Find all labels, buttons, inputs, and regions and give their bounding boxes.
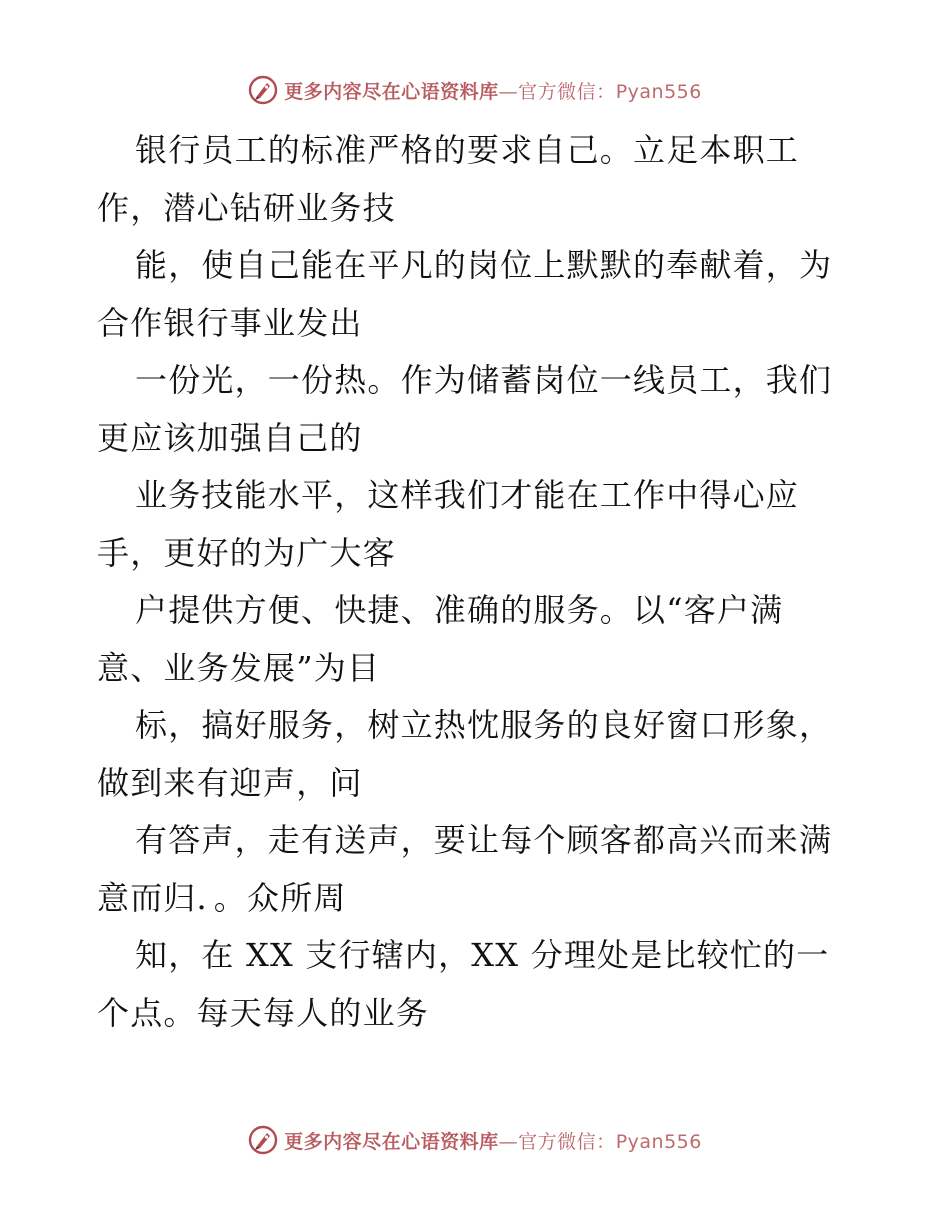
body-line: 有答声，走有送声，要让每个顾客都高兴而来满 (135, 821, 833, 859)
body-line: 标，搞好服务，树立热忱服务的良好窗口形象， (135, 706, 833, 744)
body-line: 能，使自己能在平凡的岗位上默默的奉献着，为 (135, 246, 833, 284)
header-banner (0, 70, 950, 110)
document-body (97, 122, 857, 1042)
pen-nib-logo-icon (248, 75, 278, 105)
body-line: 个点。每天每人的业务 (97, 993, 430, 1032)
body-line: 做到来有迎声，问 (97, 763, 363, 802)
body-line: 银行员工的标准严格的要求自己。立足本职工 (135, 131, 800, 169)
footer-banner-dash: —官方微信： (498, 1130, 616, 1153)
header-banner-text (284, 77, 702, 104)
body-line: 户提供方便、快捷、准确的服务。以“客户满 (135, 591, 784, 629)
body-line: 知，在 XX 支行辖内，XX 分理处是比较忙的一 (135, 936, 830, 974)
body-line: 业务技能水平，这样我们才能在工作中得心应 (135, 476, 800, 514)
header-banner-dash: —官方微信： (498, 80, 616, 103)
footer-banner-id: Pyan556 (615, 1130, 702, 1153)
body-line: 意、业务发展”为目 (97, 648, 381, 687)
body-line: 手，更好的为广大客 (97, 533, 396, 572)
header-banner-main: 更多内容尽在心语资料库 (284, 80, 499, 103)
footer-banner-main: 更多内容尽在心语资料库 (284, 1130, 499, 1153)
body-line: 作，潜心钻研业务技 (97, 188, 396, 227)
body-line: 意而归．。众所周 (97, 878, 347, 917)
body-line: 一份光，一份热。作为储蓄岗位一线员工，我们 (135, 361, 833, 399)
body-line: 合作银行事业发出 (97, 303, 363, 342)
footer-banner-text (284, 1127, 702, 1154)
header-banner-id: Pyan556 (615, 80, 702, 103)
body-line: 更应该加强自己的 (97, 418, 363, 457)
pen-nib-logo-icon (248, 1125, 278, 1155)
footer-banner (0, 1120, 950, 1160)
